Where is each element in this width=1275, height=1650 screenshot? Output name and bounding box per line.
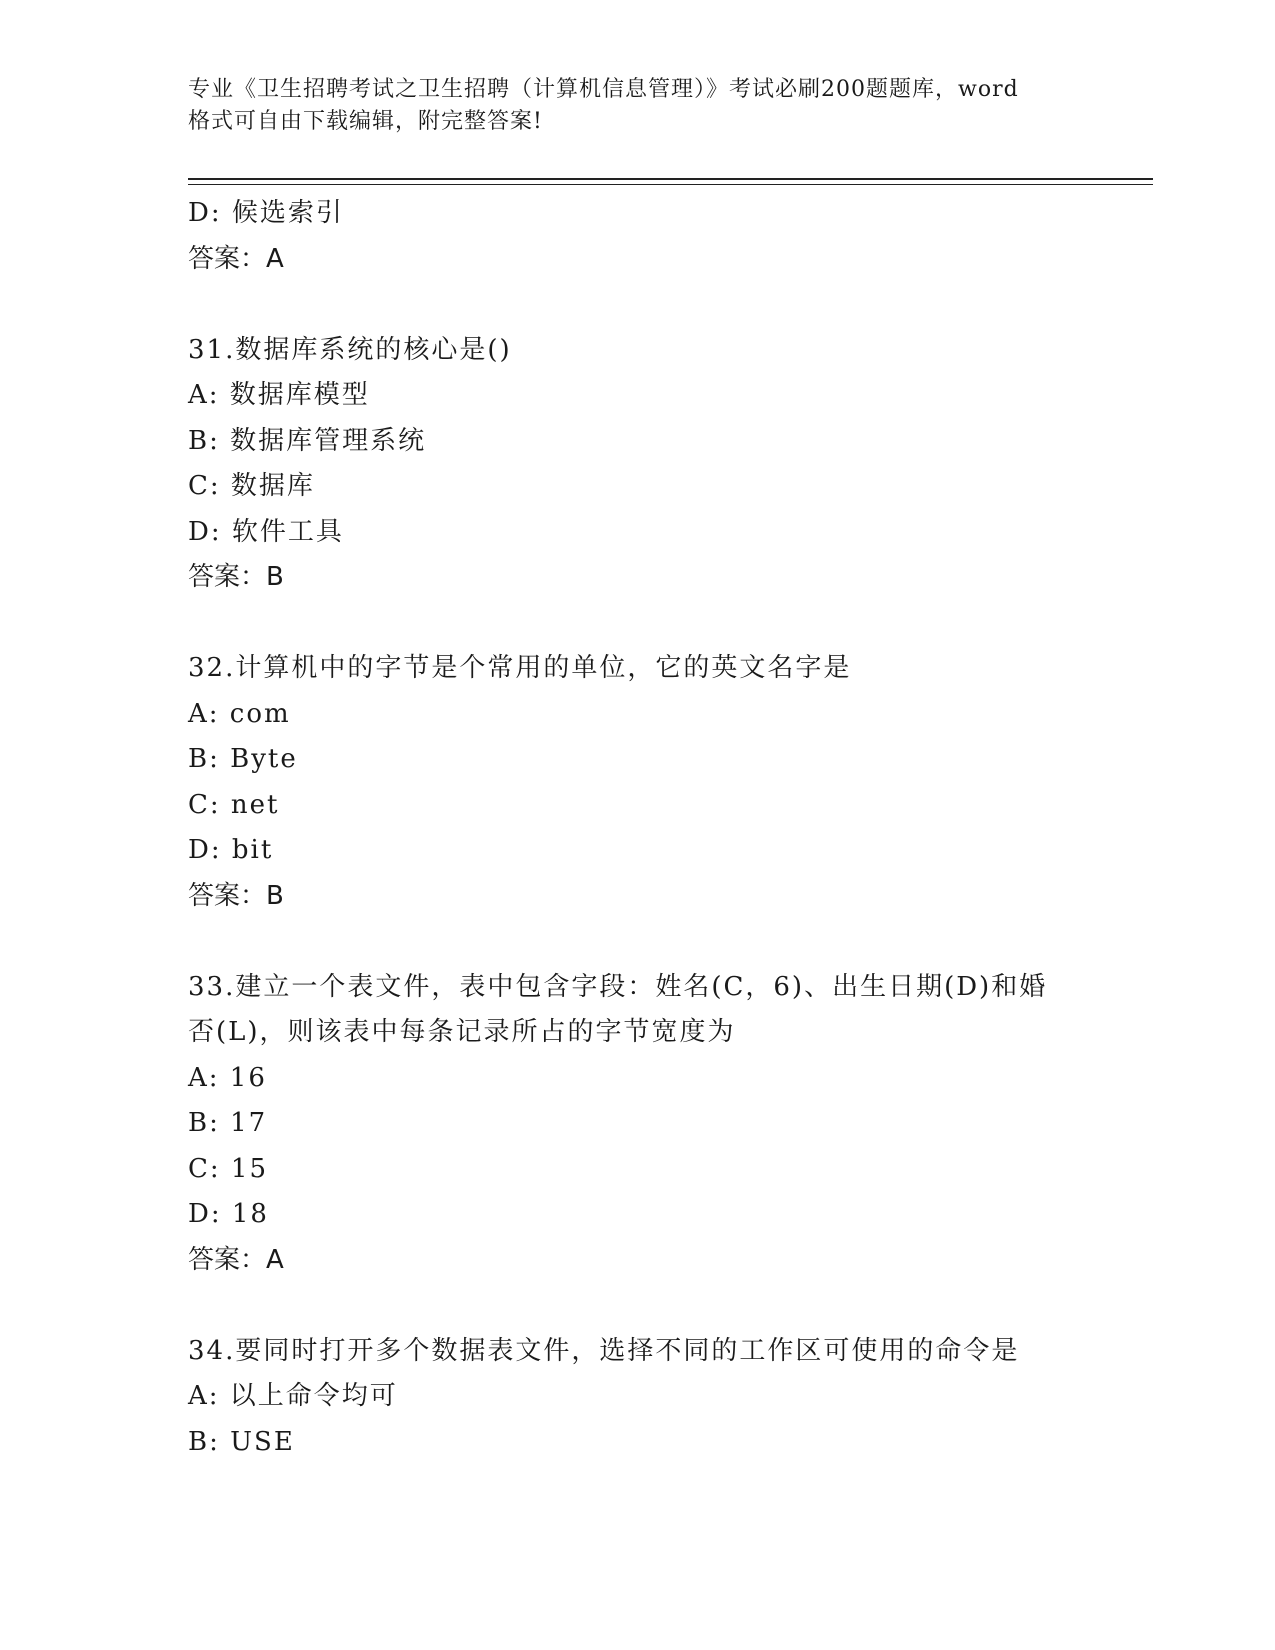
option-d: D: 候选索引 xyxy=(188,198,344,228)
option-b: B: 17 xyxy=(188,1108,268,1138)
question-31 xyxy=(188,328,1088,601)
option-d: D: 软件工具 xyxy=(188,516,344,547)
question-32 xyxy=(188,646,1088,919)
document-header xyxy=(188,74,1088,138)
option-a: A: 16 xyxy=(188,1062,267,1093)
option-c: C: net xyxy=(188,789,280,820)
header-line-2: 格式可自由下载编辑，附完整答案! xyxy=(188,109,543,134)
question-fragment-30 xyxy=(188,191,1088,282)
question-33 xyxy=(188,965,1088,1284)
answer-line: 答案：B xyxy=(188,562,284,592)
option-c: C: 数据库 xyxy=(188,471,315,501)
header-line-1: 专业《卫生招聘考试之卫生招聘（计算机信息管理）》考试必刷200题题库，word xyxy=(188,77,1019,102)
question-stem-continued: 否(L)，则该表中每条记录所占的字节宽度为 xyxy=(188,1017,736,1047)
answer-line: 答案：B xyxy=(188,880,284,911)
option-c: C: 15 xyxy=(188,1153,269,1184)
header-divider-thick xyxy=(188,178,1153,180)
question-stem: 33.建立一个表文件，表中包含字段：姓名(C，6)、出生日期(D)和婚 xyxy=(188,971,1048,1002)
question-stem: 32.计算机中的字节是个常用的单位，它的英文名字是 xyxy=(188,653,852,683)
option-d: D: bit xyxy=(188,835,274,865)
question-stem: 31.数据库系统的核心是() xyxy=(188,334,512,365)
option-a: A: 数据库模型 xyxy=(188,380,370,410)
answer-line: 答案：A xyxy=(188,1244,284,1275)
question-stem: 34.要同时打开多个数据表文件，选择不同的工作区可使用的命令是 xyxy=(188,1335,1020,1366)
option-b: B: 数据库管理系统 xyxy=(188,425,427,456)
answer-line: 答案：A xyxy=(188,243,284,274)
option-d: D: 18 xyxy=(188,1199,269,1229)
option-a: A: com xyxy=(188,698,291,729)
option-b: B: USE xyxy=(188,1426,295,1457)
question-34 xyxy=(188,1329,1088,1466)
option-a: A: 以上命令均可 xyxy=(188,1381,398,1411)
document-body xyxy=(188,191,1088,1465)
header-divider-thin xyxy=(188,184,1153,185)
option-b: B: Byte xyxy=(188,744,298,774)
